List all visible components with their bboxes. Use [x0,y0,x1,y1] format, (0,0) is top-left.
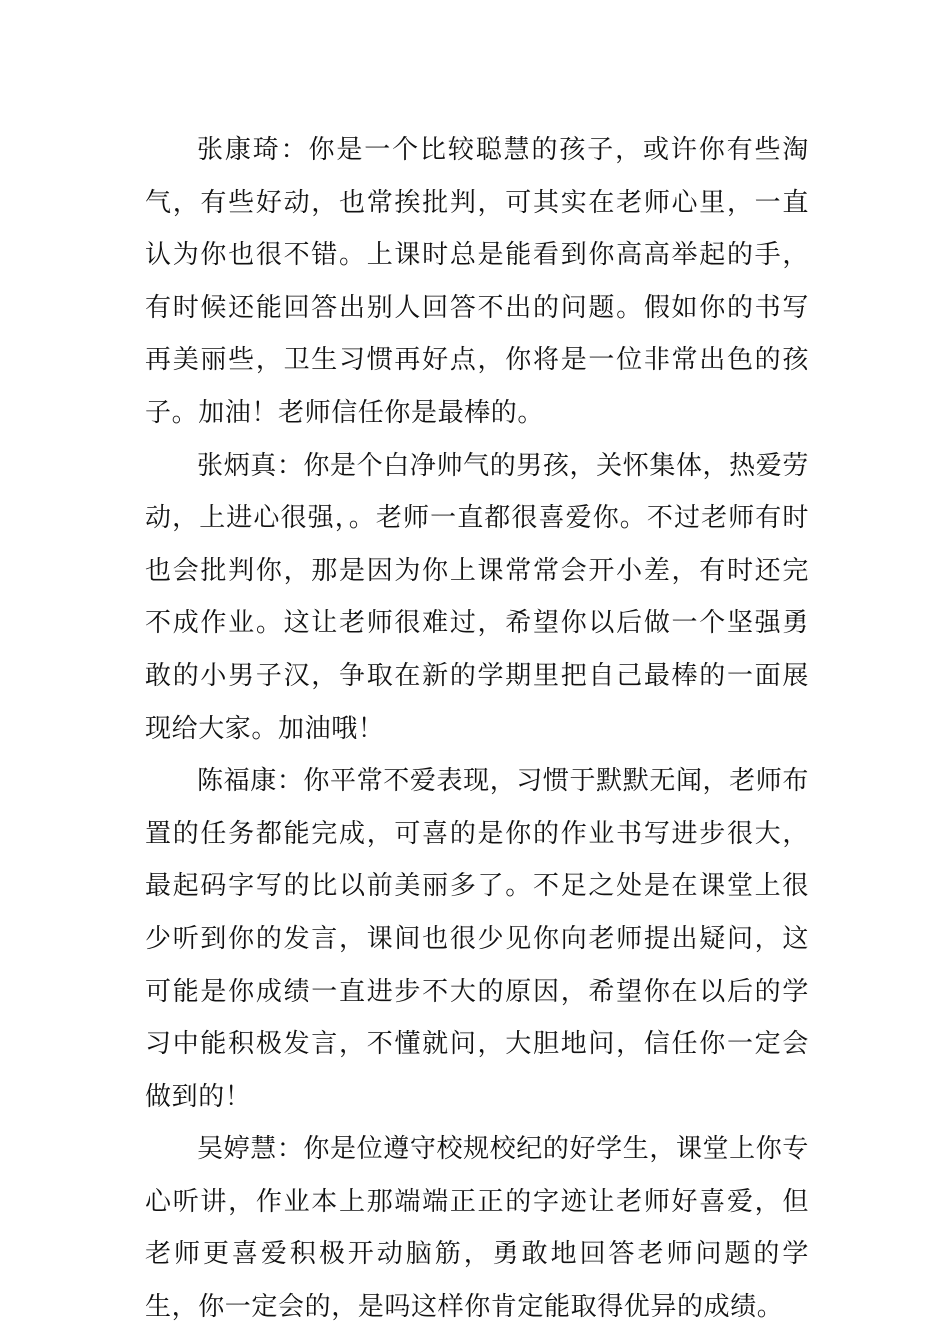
comment-paragraph-chen-fukang: 陈福康：你平常不爱表现，习惯于默默无闻，老师布置的任务都能完成，可喜的是你的作业书写进步很大，最起码字写的比以前美丽多了。不足之处是在课堂上很少听到你的发言，课间也很少见你向老师提出疑问，这可能是你成绩一直进步不大的原因，希望你在以后的学习中能积极发言，不懂就问，大胆地问，信任你一定会做到的！ [145,766,809,1112]
comment-paragraph-wu-tinghui: 吴婷慧：你是位遵守校规校纪的好学生，课堂上你专心听讲，作业本上那端端正正的字迹让老师好喜爱，但老师更喜爱积极开动脑筋，勇敢地回答老师问题的学生，你一定会的，是吗这样你肯定能取得优异的成绩。 [145,1134,809,1323]
comment-paragraph-zhang-bingzhen: 张炳真：你是个白净帅气的男孩，关怀集体，热爱劳动，上进心很强，。老师一直都很喜爱你。不过老师有时也会批判你，那是因为你上课常常会开小差，有时还完不成作业。这让老师很难过，希望你以后做一个坚强勇敢的小男子汉，争取在新的学期里把自己最棒的一面展现给大家。加油哦！ [145,450,809,744]
comment-paragraph-zhang-kangqi: 张康琦：你是一个比较聪慧的孩子，或许你有些淘气，有些好动，也常挨批判，可其实在老师心里，一直认为你也很不错。上课时总是能看到你高高举起的手，有时候还能回答出别人回答不出的问题。假如你的书写再美丽些，卫生习惯再好点，你将是一位非常出色的孩子。加油！老师信任你是最棒的。 [145,135,809,428]
document-body [145,124,809,1334]
